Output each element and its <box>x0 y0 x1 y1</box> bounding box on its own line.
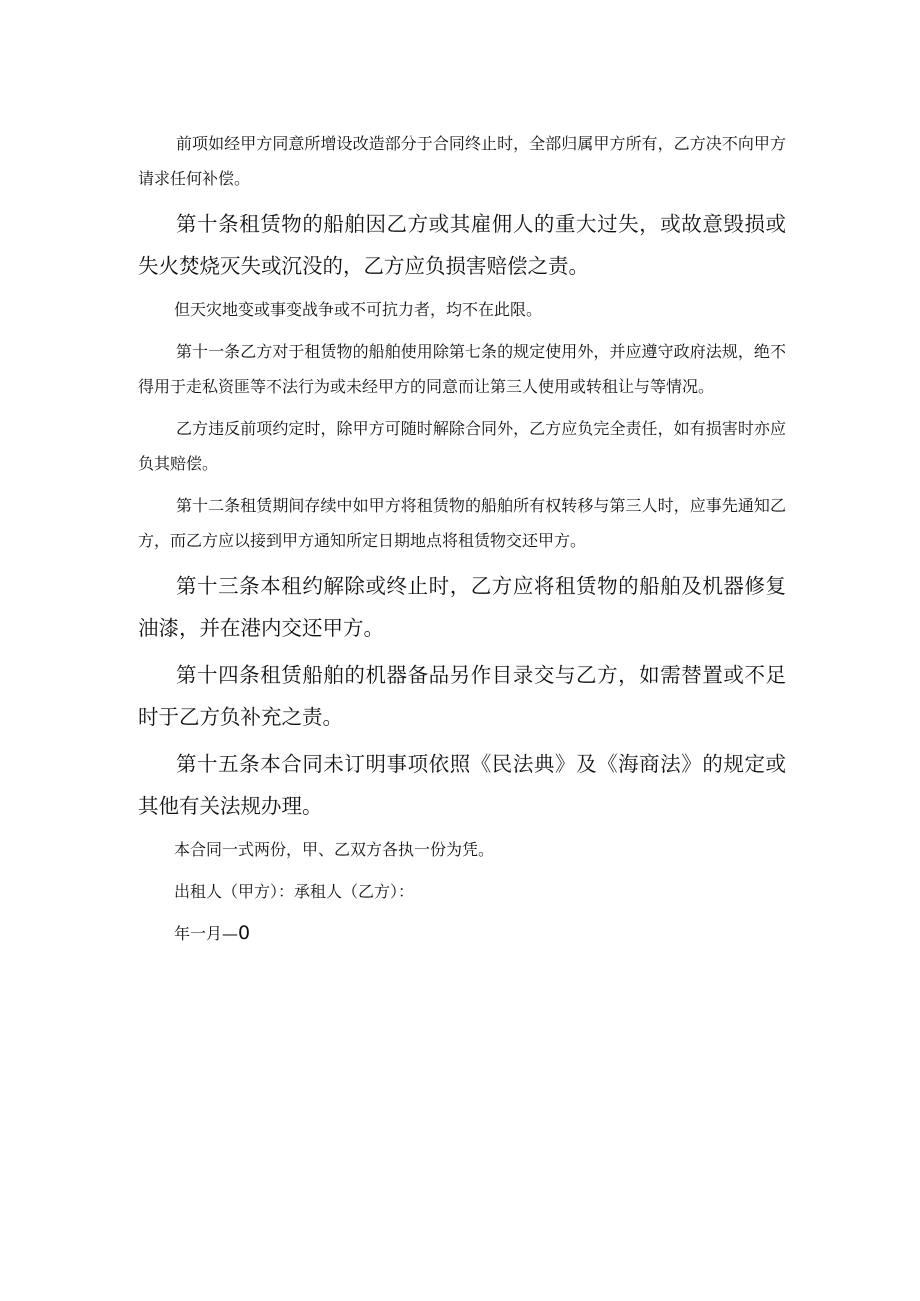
paragraph-breach: 乙方违反前项约定时，除甲方可随时解除合同外，乙方应负完全责任，如有损害时亦应负其赔偿。 <box>138 419 786 473</box>
article-10: 第十条租赁物的船舶因乙方或其雇佣人的重大过失，或故意毁损或失火焚烧灭失或沉没的，乙方应负损害赔偿之责。 <box>138 212 786 278</box>
document-page <box>138 126 786 951</box>
paragraph-force-majeure: 但天灾地变或事变战争或不可抗力者，均不在此限。 <box>174 300 543 319</box>
paragraph-1: 前项如经甲方同意所增设改造部分于合同终止时，全部归属甲方所有，乙方决不向甲方请求任何补偿。 <box>138 134 786 188</box>
date-line-zero: 0 <box>238 922 251 944</box>
date-line-text: 年一月— <box>174 924 239 943</box>
article-11: 第十一条乙方对于租赁物的船舶使用除第七条的规定使用外，并应遵守政府法规，绝不得用于走私资匪等不法行为或未经甲方的同意而让第三人使用或转租让与等情况。 <box>138 342 786 396</box>
signature-line: 出租人（甲方）：承租人（乙方）： <box>174 882 415 901</box>
article-14: 第十四条租赁船舶的机器备品另作目录交与乙方，如需替置或不足时于乙方负补充之责。 <box>138 663 786 729</box>
article-13: 第十三条本租约解除或终止时，乙方应将租赁物的船舶及机器修复油漆，并在港内交还甲方。 <box>138 574 786 640</box>
article-15: 第十五条本合同未订明事项依照《民法典》及《海商法》的规定或其他有关法规办理。 <box>138 752 786 818</box>
article-12: 第十二条租赁期间存续中如甲方将租赁物的船舶所有权转移与第三人时，应事先通知乙方，而乙方应以接到甲方通知所定日期地点将租赁物交还甲方。 <box>138 496 786 550</box>
copies-clause: 本合同一式两份，甲、乙双方各执一份为凭。 <box>174 840 495 859</box>
date-line <box>138 916 786 951</box>
